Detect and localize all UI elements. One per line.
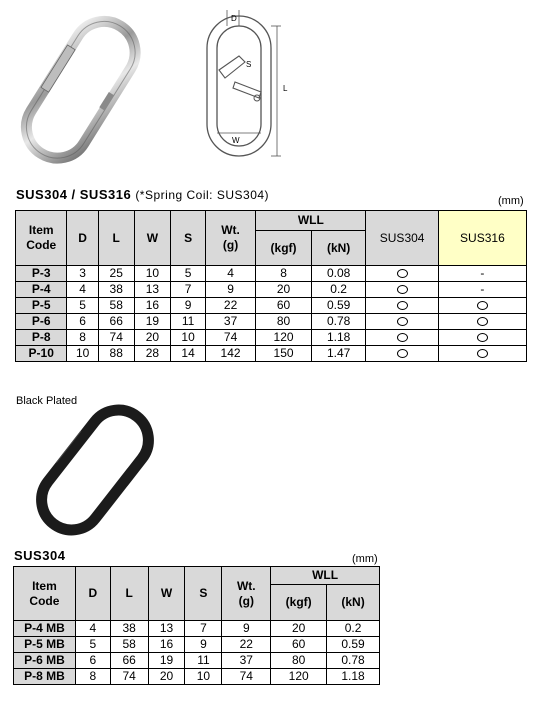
spec-cell: 20 (256, 282, 312, 298)
spec-cell: 19 (148, 653, 185, 669)
header-s: S (171, 211, 206, 266)
spec-cell: 10 (185, 669, 222, 685)
spec-cell: 9 (205, 282, 255, 298)
spec-cell: 38 (98, 282, 134, 298)
spec-cell: 0.59 (311, 298, 366, 314)
available-mark (397, 349, 408, 358)
availability-cell: - (438, 282, 526, 298)
spec-cell: 66 (98, 314, 134, 330)
spec-cell: 6 (67, 314, 98, 330)
availability-cell (438, 298, 526, 314)
spec-cell: 0.78 (311, 314, 366, 330)
spec-cell: 0.2 (327, 621, 380, 637)
availability-cell (438, 330, 526, 346)
item-code-cell: P-8 (16, 330, 67, 346)
spec-cell: 150 (256, 346, 312, 362)
item-code-cell: P-8 MB (14, 669, 76, 685)
availability-cell (366, 282, 438, 298)
material-title: SUS304 / SUS316 (16, 187, 132, 202)
spec-cell: 16 (148, 637, 185, 653)
spec-table-2-body (14, 621, 380, 685)
availability-cell: - (438, 266, 526, 282)
available-mark (397, 285, 408, 294)
available-mark (477, 333, 488, 342)
spec-cell: 14 (171, 346, 206, 362)
spec-cell: 6 (75, 653, 110, 669)
diagram-label-l: L (283, 84, 288, 93)
t2-header-kn: (kN) (327, 585, 380, 621)
spec-cell: 58 (98, 298, 134, 314)
section-title-sus304: SUS304 (14, 548, 66, 563)
table-row (14, 653, 380, 669)
black-snap-link-photo (25, 398, 165, 543)
spec-cell: 10 (67, 346, 98, 362)
spec-cell: 9 (171, 298, 206, 314)
spec-cell: 66 (110, 653, 148, 669)
spec-cell: 22 (222, 637, 271, 653)
t2-header-w: W (148, 567, 185, 621)
availability-cell (438, 346, 526, 362)
available-mark (397, 269, 408, 278)
item-code-cell: P-3 (16, 266, 67, 282)
item-code-cell: P-4 MB (14, 621, 76, 637)
header-w: W (134, 211, 171, 266)
availability-cell (366, 346, 438, 362)
header-kn: (kN) (311, 231, 366, 266)
t2-header-kgf: (kgf) (271, 585, 327, 621)
table-row (16, 282, 527, 298)
spec-cell: 22 (205, 298, 255, 314)
table-row (16, 298, 527, 314)
spec-cell: 1.18 (311, 330, 366, 346)
availability-cell (366, 298, 438, 314)
spec-cell: 0.08 (311, 266, 366, 282)
spec-cell: 80 (256, 314, 312, 330)
spec-cell: 19 (134, 314, 171, 330)
spec-cell: 5 (75, 637, 110, 653)
availability-cell (438, 314, 526, 330)
spec-cell: 25 (98, 266, 134, 282)
table-row (16, 346, 527, 362)
available-mark (477, 301, 488, 310)
header-wt: Wt. (g) (205, 211, 255, 266)
spec-cell: 0.59 (327, 637, 380, 653)
table-row (14, 669, 380, 685)
spec-cell: 7 (185, 621, 222, 637)
diagram-label-d: D (231, 14, 237, 23)
header-wll: WLL (256, 211, 366, 231)
spec-cell: 0.2 (311, 282, 366, 298)
t2-header-item-code: Item Code (14, 567, 76, 621)
t2-header-wt: Wt. (g) (222, 567, 271, 621)
spec-cell: 3 (67, 266, 98, 282)
spec-cell: 13 (134, 282, 171, 298)
spec-cell: 10 (171, 330, 206, 346)
item-code-cell: P-5 MB (14, 637, 76, 653)
table-row (16, 314, 527, 330)
spec-cell: 120 (271, 669, 327, 685)
spec-cell: 60 (271, 637, 327, 653)
available-mark (477, 349, 488, 358)
item-code-cell: P-4 (16, 282, 67, 298)
header-item-code: Item Code (16, 211, 67, 266)
dimension-diagram (195, 8, 295, 168)
spec-cell: 4 (67, 282, 98, 298)
spec-cell: 80 (271, 653, 327, 669)
spec-cell: 60 (256, 298, 312, 314)
spec-cell: 8 (67, 330, 98, 346)
table-row (14, 637, 380, 653)
spec-cell: 74 (110, 669, 148, 685)
header-sus304: SUS304 (366, 211, 438, 266)
unit-label-1: (mm) (498, 195, 524, 207)
item-code-cell: P-10 (16, 346, 67, 362)
available-mark (397, 317, 408, 326)
spec-cell: 88 (98, 346, 134, 362)
black-plated-label: Black Plated (16, 395, 78, 407)
table-row (16, 266, 527, 282)
spec-table-1-body (16, 266, 527, 362)
availability-cell (366, 330, 438, 346)
available-mark (477, 317, 488, 326)
spec-cell: 20 (148, 669, 185, 685)
spec-cell: 10 (134, 266, 171, 282)
available-mark (397, 333, 408, 342)
spec-cell: 20 (271, 621, 327, 637)
diagram-label-s: S (246, 60, 252, 69)
item-code-cell: P-6 MB (14, 653, 76, 669)
availability-cell (366, 266, 438, 282)
spec-cell: 11 (171, 314, 206, 330)
spec-table-1 (15, 210, 527, 362)
spec-cell: 74 (98, 330, 134, 346)
table-row (16, 330, 527, 346)
item-code-cell: P-6 (16, 314, 67, 330)
spec-cell: 13 (148, 621, 185, 637)
spec-cell: 28 (134, 346, 171, 362)
spec-cell: 1.18 (327, 669, 380, 685)
t2-header-wll: WLL (271, 567, 380, 585)
item-code-cell: P-5 (16, 298, 67, 314)
t2-header-d: D (75, 567, 110, 621)
t2-header-l: L (110, 567, 148, 621)
spec-cell: 74 (222, 669, 271, 685)
spec-cell: 37 (205, 314, 255, 330)
header-l: L (98, 211, 134, 266)
spec-cell: 7 (171, 282, 206, 298)
spring-coil-note: (*Spring Coil: SUS304) (135, 188, 270, 202)
spec-cell: 120 (256, 330, 312, 346)
section-title-sus304-sus316 (16, 187, 269, 202)
header-kgf: (kgf) (256, 231, 312, 266)
spec-table-2 (13, 566, 380, 685)
spec-cell: 11 (185, 653, 222, 669)
spec-cell: 0.78 (327, 653, 380, 669)
spec-cell: 8 (75, 669, 110, 685)
available-mark (397, 301, 408, 310)
spec-cell: 20 (134, 330, 171, 346)
t2-header-s: S (185, 567, 222, 621)
spec-cell: 1.47 (311, 346, 366, 362)
spec-cell: 5 (67, 298, 98, 314)
stainless-snap-link-photo (8, 8, 158, 173)
spec-cell: 9 (222, 621, 271, 637)
spec-cell: 142 (205, 346, 255, 362)
spec-cell: 4 (205, 266, 255, 282)
spec-cell: 8 (256, 266, 312, 282)
header-sus316: SUS316 (438, 211, 526, 266)
availability-cell (366, 314, 438, 330)
spec-cell: 58 (110, 637, 148, 653)
header-d: D (67, 211, 98, 266)
diagram-label-w: W (232, 136, 240, 145)
spec-cell: 4 (75, 621, 110, 637)
unit-label-2: (mm) (352, 553, 378, 565)
spec-cell: 37 (222, 653, 271, 669)
table-row (14, 621, 380, 637)
spec-cell: 74 (205, 330, 255, 346)
spec-cell: 16 (134, 298, 171, 314)
spec-cell: 9 (185, 637, 222, 653)
spec-cell: 38 (110, 621, 148, 637)
spec-cell: 5 (171, 266, 206, 282)
